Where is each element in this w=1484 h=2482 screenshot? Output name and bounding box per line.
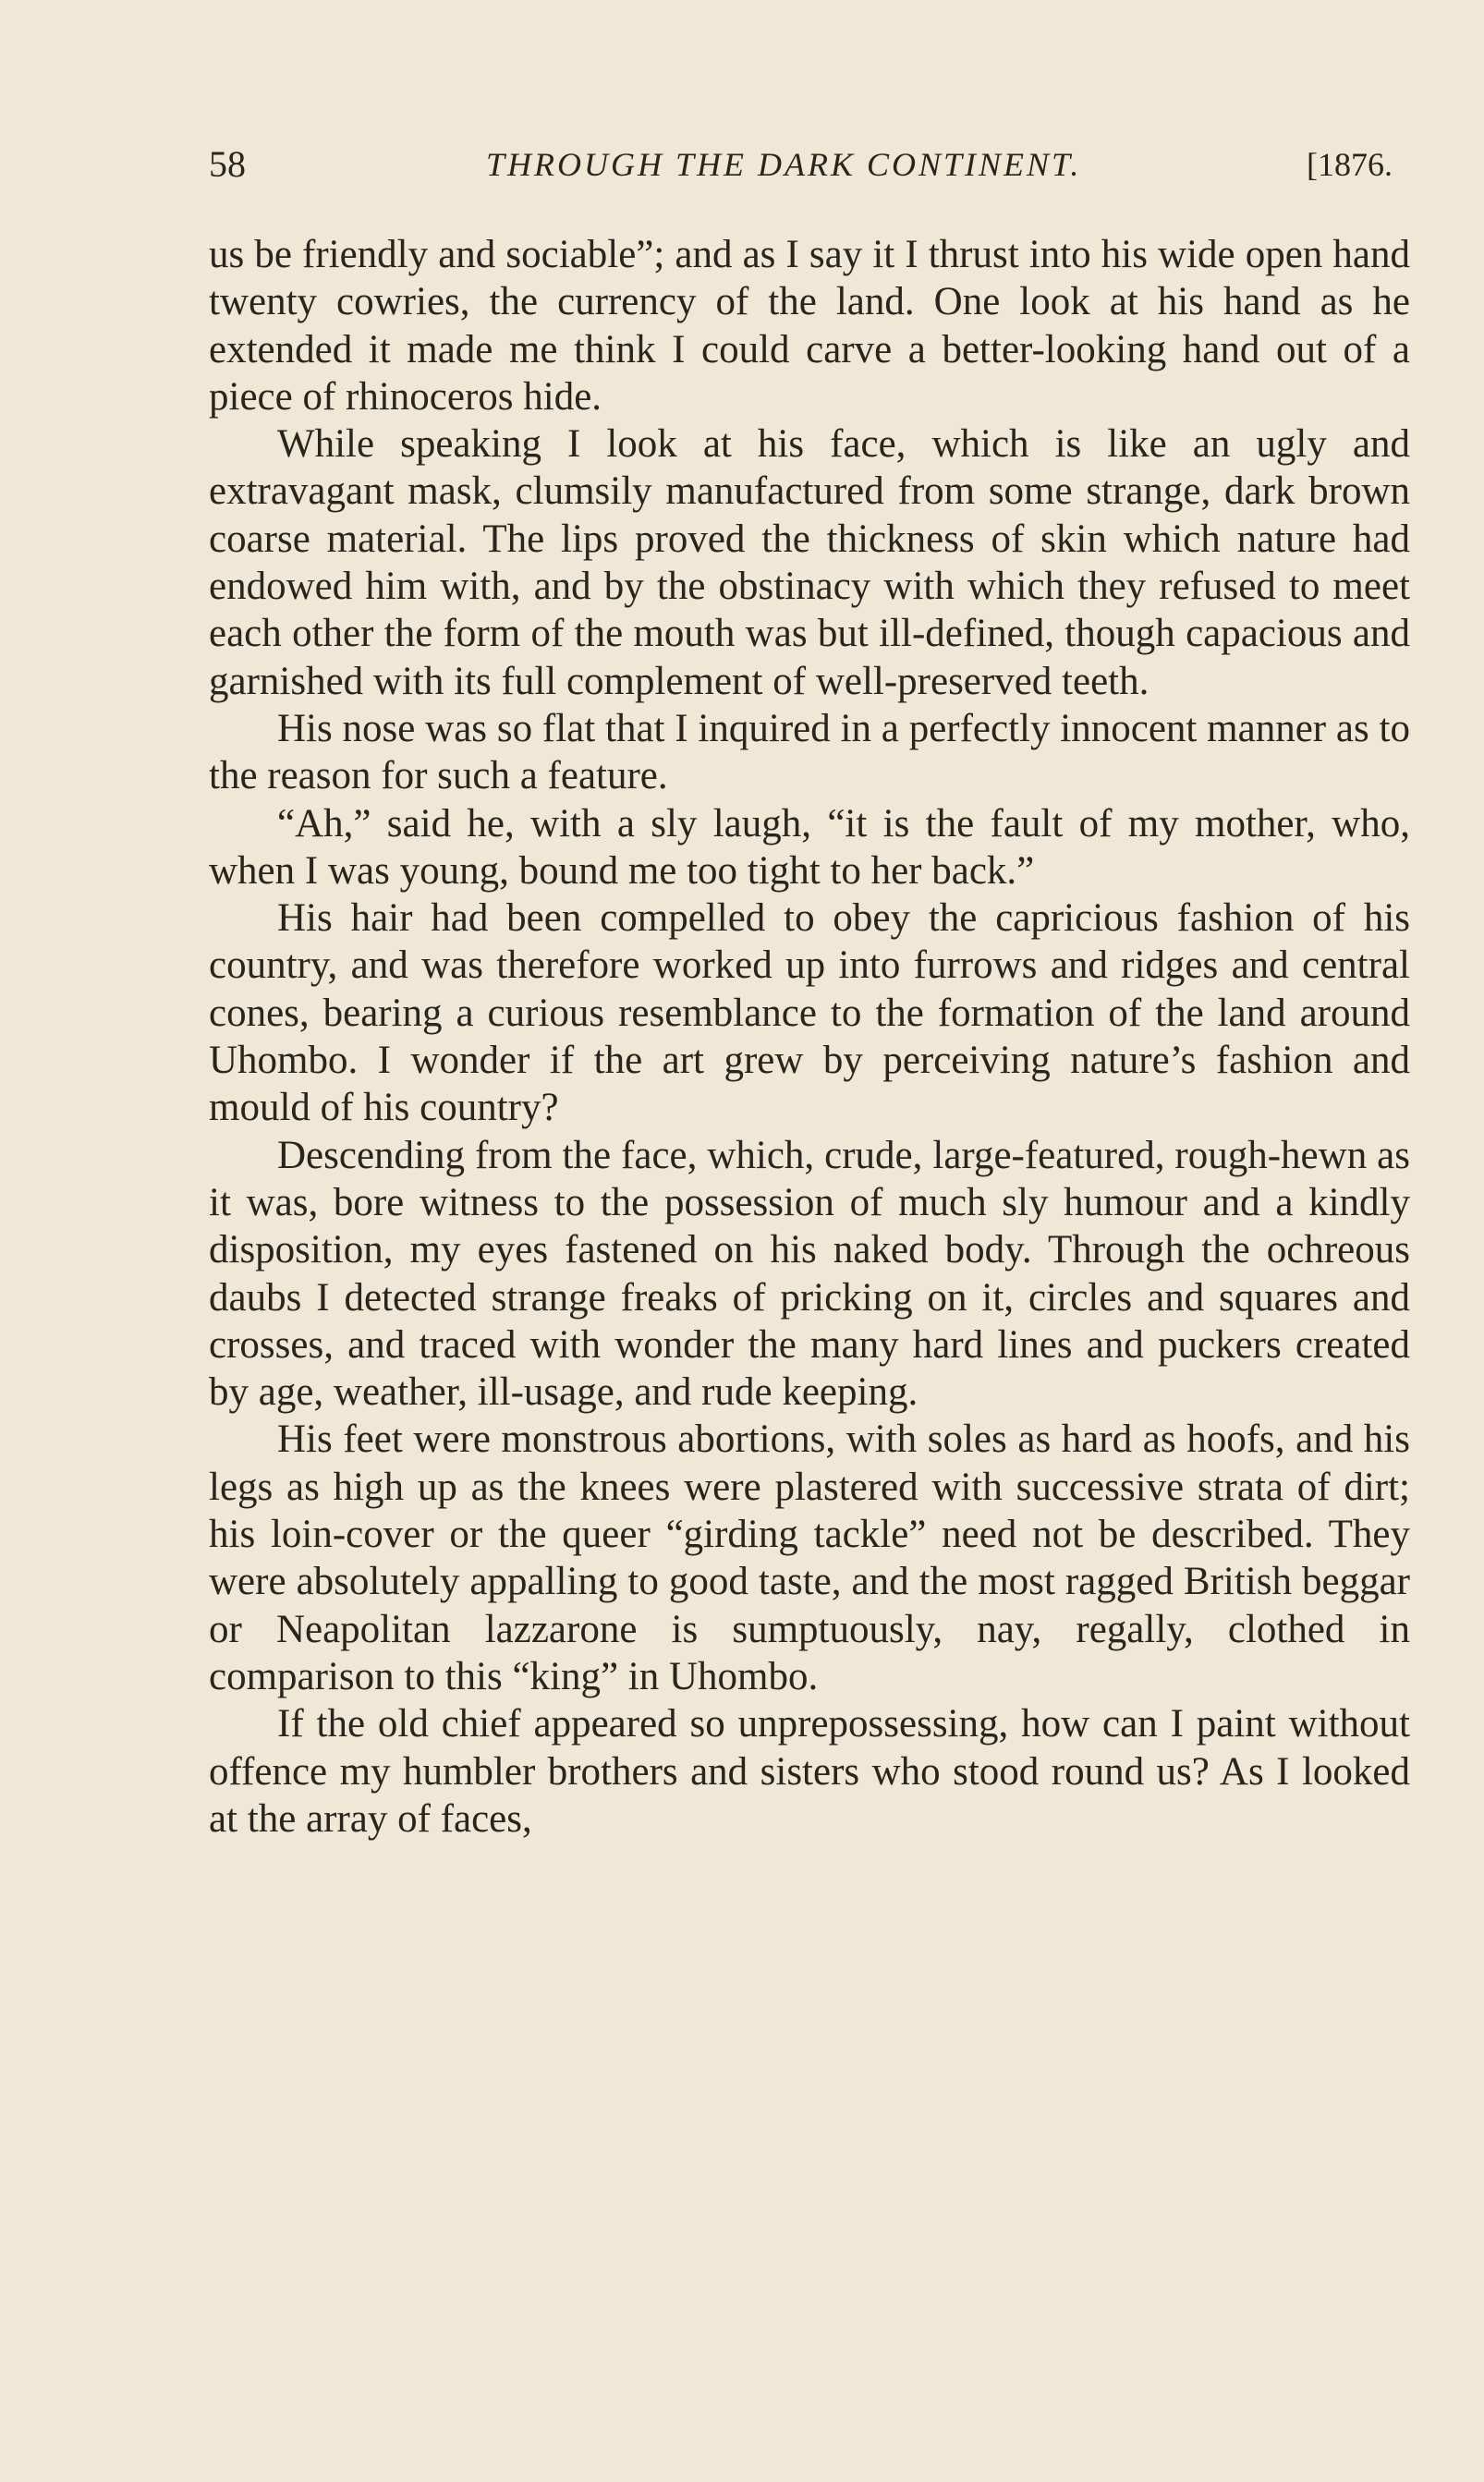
paragraph-continuation: us be friendly and sociable”; and as I say it I thrust into his wide open hand twenty cowries, the currency of the land. One look at his hand as he extended it made me think I could carve a better-looking hand out of a piece of rhinoceros hide. [209,233,1410,419]
paragraph-nose: His nose was so flat that I inquired in a perfectly innocent manner as to the reason for such a feature. [209,706,1410,798]
body-text [209,231,1410,1843]
paragraph-chief-face: While speaking I look at his face, which is like an ugly and extravagant mask, clumsily manufactured from some strange, dark brown coarse material. The lips proved the thickness of skin which nature had endowed him with, and by the obstinacy with which they refused to meet each other the form of the mouth was but ill-defined, though capacious and garnished with its full complement of well-preserved teeth. [209,422,1410,703]
paragraph-chief-reply: “Ah,” said he, with a sly laugh, “it is the fault of my mother, who, when I was young, bound me too tight to her back.” [209,801,1410,893]
running-title: THROUGH THE DARK CONTINENT. [486,146,1082,183]
paragraph-hair: His hair had been compelled to obey the capricious fashion of his country, and was therefore worked up into furrows and ridges and central cones, bearing a curious resemblance to the formation of the land around Uhombo. I wonder if the art grew by perceiving nature’s fashion and mould of his country? [209,896,1410,1130]
running-head [209,137,1410,192]
paragraph-humbler-brothers: If the old chief appeared so unprepossessing, how can I paint without offence my humbler brothers and sisters who stood round us? As I looked at the array of faces, [209,1702,1410,1841]
page-number: 58 [209,143,246,185]
paragraph-feet: His feet were monstrous abortions, with soles as hard as hoofs, and his legs as high up as the knees were plastered with successive strata of dirt; his loin-cover or the queer “girding tackle” need not be described. They were absolutely appalling to good taste, and the most ragged British beggar or Neapolitan lazzarone is sumptuously, nay, regally, clothed in comparison to this “king” in Uhombo. [209,1417,1410,1698]
paragraph-body: Descending from the face, which, crude, large-featured, rough-hewn as it was, bore witness to the possession of much sly humour and a kindly disposition, my eyes fastened on his naked body. Through the ochreous daubs I detected strange freaks of pricking on it, circles and squares and crosses, and traced with wonder the many hard lines and puckers created by age, weather, ill-usage, and rude keeping. [209,1133,1410,1415]
running-year: [1876. [1307,146,1393,183]
